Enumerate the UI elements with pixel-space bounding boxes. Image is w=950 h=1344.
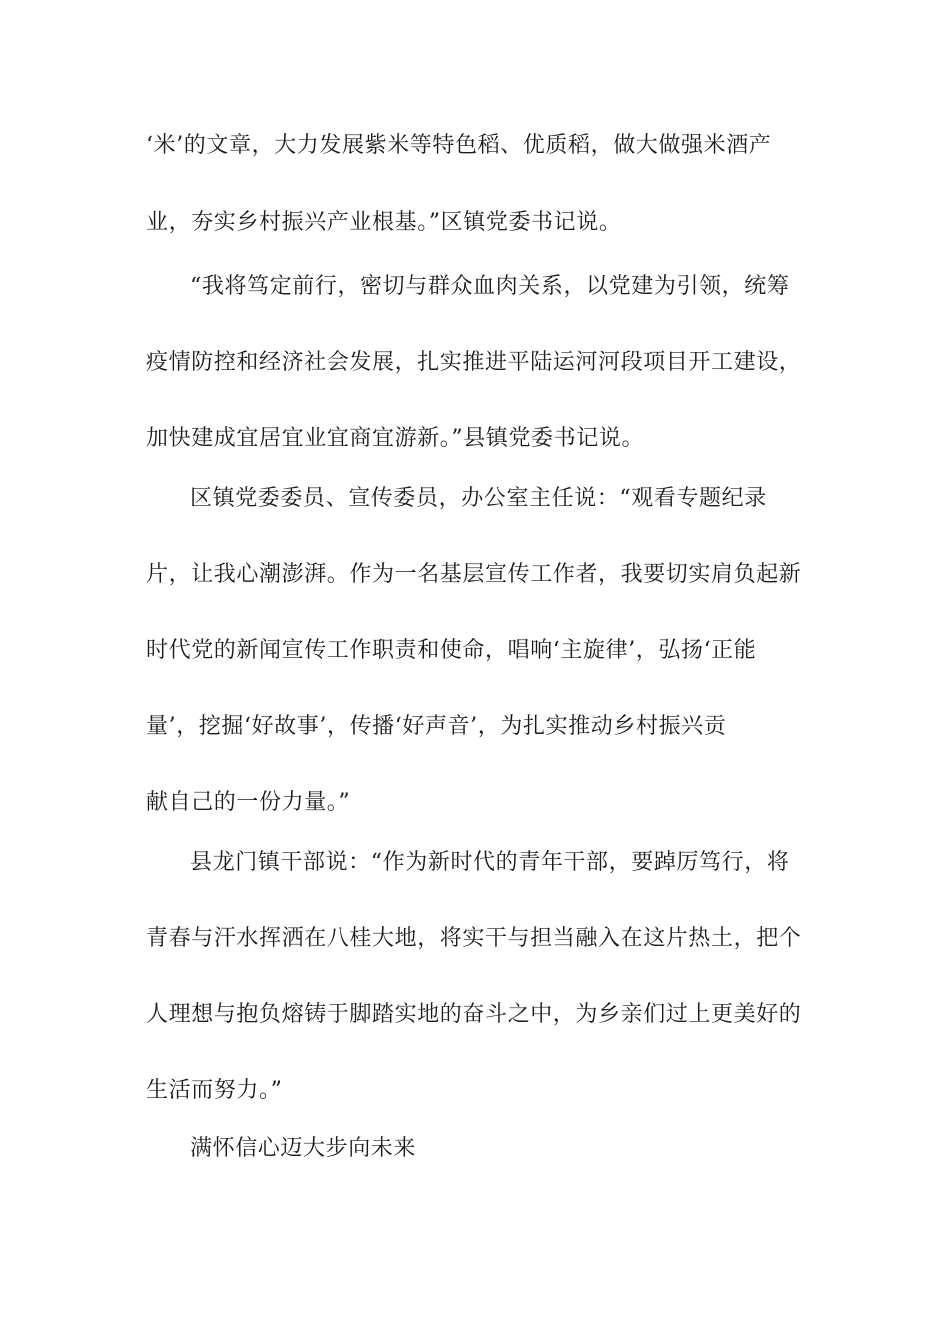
text-line: 片，让我心潮澎湃。作为一名基层宣传工作者，我要切实肩负起新 [146,562,802,587]
text-line: 献自己的一份力量。” [146,790,351,815]
text-line: ‘米’的文章，大力发展紫米等特色稻、优质稻，做大做强米酒产 [146,133,772,158]
text-line: 人理想与抱负熔铸于脚踏实地的奋斗之中，为乡亲们过上更美好的 [146,1002,802,1027]
paragraph-start: 区镇党委委员、宣传委员，办公室主任说：“观看专题纪录 [190,486,767,511]
section-heading: 满怀信心迈大步向未来 [190,1136,417,1161]
text-line: 量’，挖掘‘好故事’，传播‘好声音’，为扎实推动乡村振兴贡 [146,714,727,739]
text-line: 业，夯实乡村振兴产业根基。”区镇党委书记说。 [146,210,622,235]
text-line: 加快建成宜居宜业宜商宜游新。”县镇党委书记说。 [146,426,645,451]
text-line: 时代党的新闻宣传工作职责和使命，唱响‘主旋律’，弘扬‘正能 [146,638,757,663]
paragraph-start: “我将笃定前行，密切与群众血肉关系，以党建为引领，统筹 [190,274,790,299]
text-line: 疫情防控和经济社会发展，扎实推进平陆运河河段项目开工建设， [146,350,802,375]
text-line: 青春与汗水挥洒在八桂大地，将实干与担当融入在这片热土，把个 [146,926,802,951]
paragraph-start: 县龙门镇干部说：“作为新时代的青年干部，要踔厉笃行，将 [190,850,790,875]
text-line: 生活而努力。” [146,1078,283,1103]
